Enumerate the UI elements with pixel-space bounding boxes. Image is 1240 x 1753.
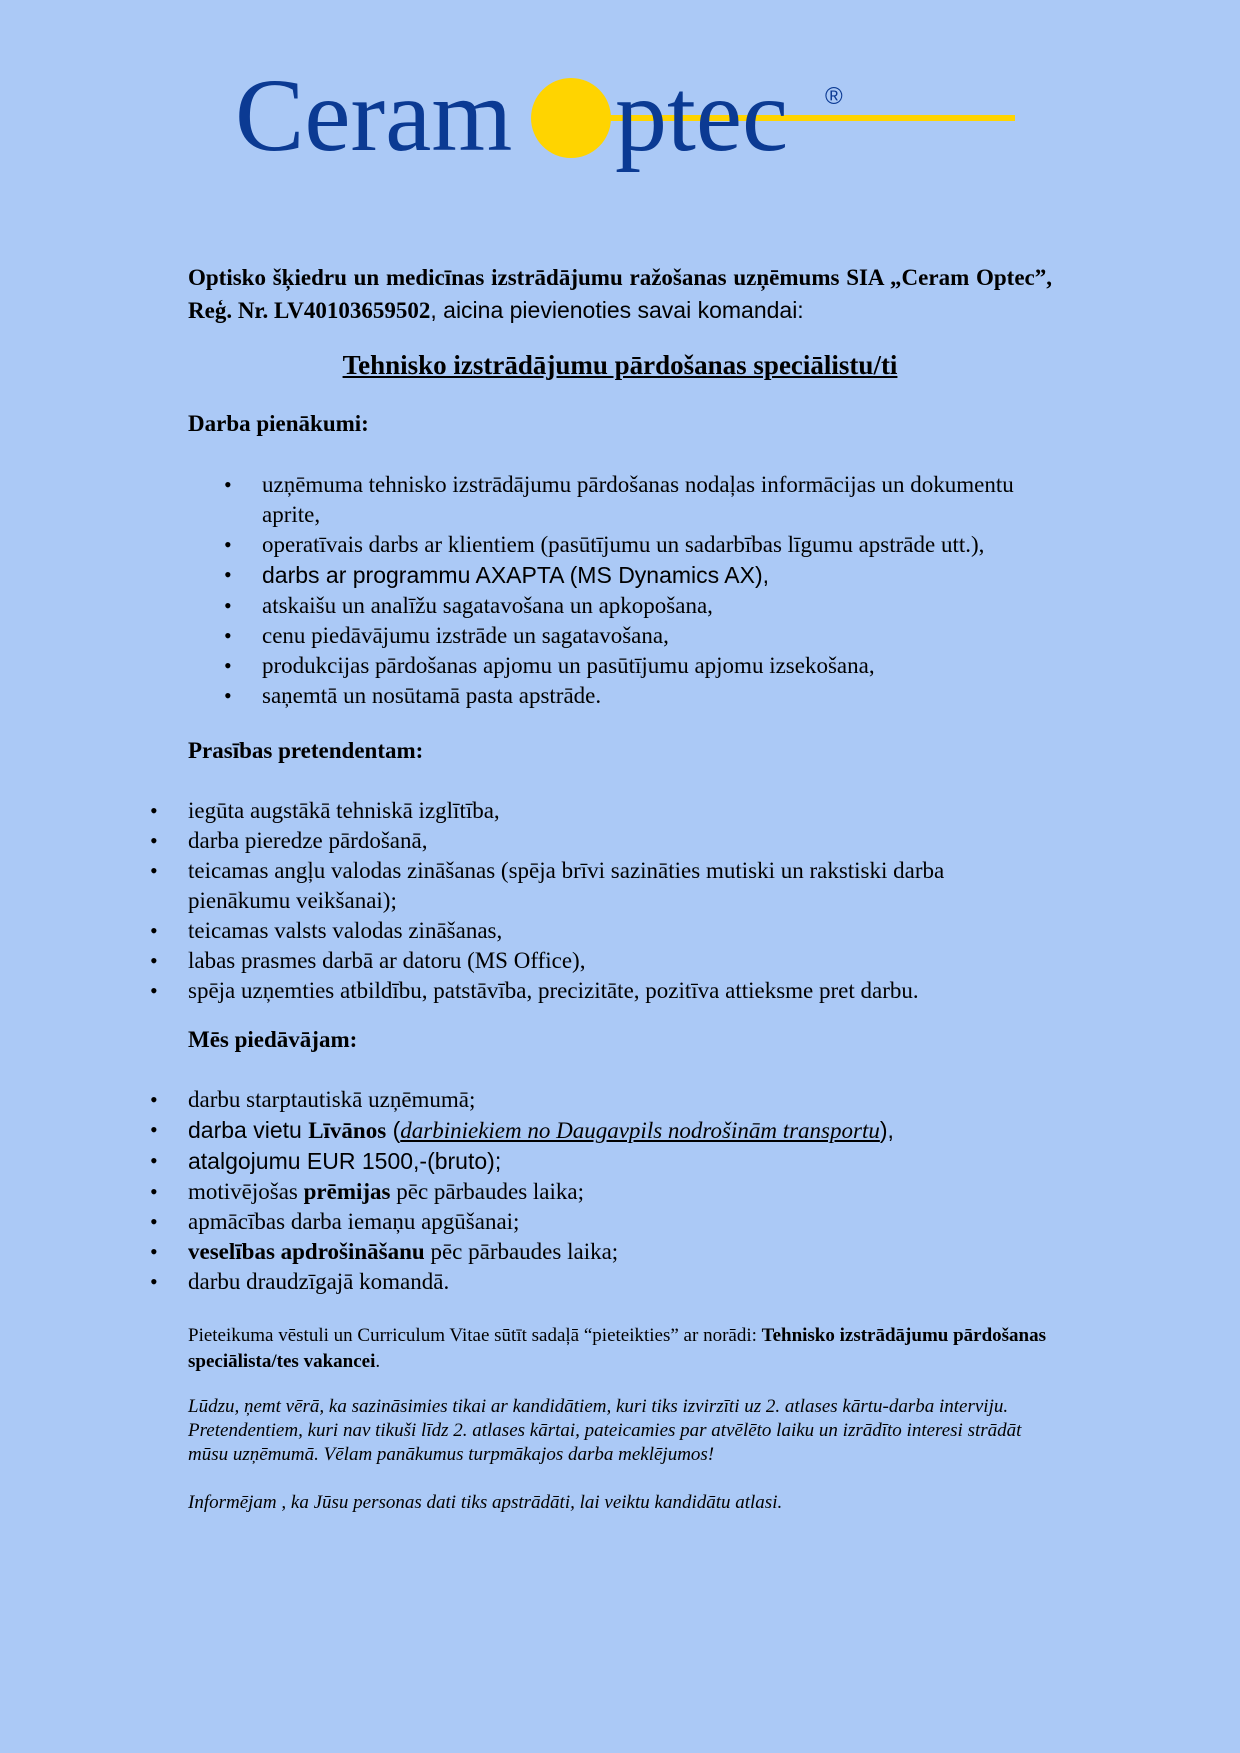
bullet-icon: • — [224, 683, 232, 708]
intro-invitation: , aicina pievienoties savai komandai: — [430, 297, 804, 323]
list-item: • labas prasmes darbā ar datoru (MS Office), — [188, 946, 1028, 976]
requirements-list — [150, 796, 1028, 1006]
list-item — [150, 1146, 1028, 1177]
bullet-icon: • — [224, 593, 232, 618]
list-item: • darbu draudzīgajā komandā. — [188, 1267, 1028, 1297]
requirements-heading: Prasības pretendentam: — [188, 738, 424, 763]
application-instructions: Pieteikuma vēstuli un Curriculum Vitae sūtīt sadaļā “pieteikties” ar norādi: Tehnisko izstrādājumu pārdošanas speciālista/tes vakancei. — [188, 1325, 1047, 1372]
list-item: • iegūta augstākā tehniskā izglītība, — [188, 796, 1028, 826]
list-item: • darba pieredze pārdošanā, — [188, 826, 1028, 856]
list-item: • motivējošas prēmijas pēc pārbaudes laika; — [188, 1177, 1028, 1207]
note-contact: Lūdzu, ņemt vērā, ka sazināsimies tikai ar kandidātiem, kuri tiks izvirzīti uz 2. atlases kārtu-darba interviju. — [188, 1396, 1009, 1417]
bullet-icon: • — [150, 1209, 158, 1234]
vacancy-reference: Tehnisko izstrādājumu pārdošanas speciālista/tes vakancei — [188, 1325, 1047, 1372]
job-title: Tehnisko izstrādājumu pārdošanas speciālistu/ti — [342, 350, 898, 380]
bullet-icon: • — [224, 653, 232, 678]
list-item: • apmācības darba iemaņu apgūšanai; — [188, 1207, 1028, 1237]
bullet-icon: • — [150, 1269, 158, 1294]
company-name: Optisko šķiedru un medicīnas izstrādājumu ražošanas uzņēmums SIA „Ceram Optec”, Reģ. Nr. LV40103659502 — [188, 265, 1052, 323]
logo-left-text: Ceram — [235, 68, 513, 173]
list-item: • darbs ar programmu AXAPTA (MS Dynamics AX), — [224, 562, 770, 588]
offer-list — [150, 1085, 1028, 1297]
logo-graphic — [235, 68, 1015, 178]
list-item: • produkcijas pārdošanas apjomu un pasūtījumu apjomu izsekošana, — [262, 651, 1062, 681]
salary: atalgojumu EUR 1500,-(bruto); — [188, 1148, 502, 1174]
bullet-icon: • — [224, 532, 232, 557]
notes — [188, 1395, 1048, 1515]
list-item: • saņemtā un nosūtamā pasta apstrāde. — [262, 681, 1062, 711]
list-item: • darba vietu Līvānos (darbiniekiem no Daugavpils nodrošinām transportu), — [150, 1117, 894, 1143]
list-item: • darbu starptautiskā uzņēmumā; — [188, 1085, 1028, 1115]
ceramoptec-logo — [235, 68, 1015, 178]
duties-heading: Darba pienākumi: — [188, 411, 369, 436]
bullet-icon: • — [150, 798, 158, 823]
bullet-icon: • — [150, 918, 158, 943]
list-item: • uzņēmuma tehnisko izstrādājumu pārdošanas nodaļas informācijas un dokumentu aprite, — [224, 472, 1014, 527]
list-item: • spēja uzņemties atbildību, patstāvība, precizitāte, pozitīva attieksme pret darbu. — [188, 976, 1028, 1006]
list-item: • cenu piedāvājumu izstrāde un sagatavošana, — [262, 621, 1062, 651]
duties-list — [224, 470, 1062, 711]
intro-paragraph — [188, 262, 1052, 327]
transport-note: darbiniekiem no Daugavpils nodrošinām transportu — [400, 1118, 880, 1143]
bullet-icon: • — [150, 948, 158, 973]
note-data-processing: Informējam , ka Jūsu personas dati tiks apstrādāti, lai veiktu kandidātu atlasi. — [188, 1492, 783, 1513]
bullet-icon: • — [150, 1117, 158, 1142]
bullet-icon: • — [150, 1239, 158, 1264]
bullet-icon: • — [224, 472, 232, 497]
bullet-icon: • — [224, 623, 232, 648]
bullet-icon: • — [150, 1148, 158, 1173]
note-thanks: Pretendentiem, kuri nav tikuši līdz 2. atlases kārtai, pateicamies par atvēlēto laiku un izrādīto interesi strādāt mūsu uzņēmumā. Vēlam panākumus turpmākajos darba meklējumos! — [188, 1420, 1022, 1465]
list-item: • teicamas angļu valodas zināšanas (spēja brīvi sazināties mutiski un rakstiski darba pienākumu veikšanai); — [150, 858, 945, 913]
list-item: • operatīvais darbs ar klientiem (pasūtījumu un sadarbības līgumu apstrāde utt.), — [262, 530, 1062, 560]
list-item: • atskaišu un analīžu sagatavošana un apkopošana, — [262, 591, 1062, 621]
list-item: • veselības apdrošināšanu pēc pārbaudes laika; — [188, 1237, 1028, 1267]
bullet-icon: • — [150, 1087, 158, 1112]
list-item: • teicamas valsts valodas zināšanas, — [188, 916, 1028, 946]
bullet-icon: • — [224, 562, 232, 587]
bullet-icon: • — [150, 858, 158, 883]
registered-mark: ® — [825, 83, 843, 110]
bullet-icon: • — [150, 828, 158, 853]
logo-right-text: ptec — [615, 68, 789, 173]
bullet-icon: • — [150, 978, 158, 1003]
bullet-icon: • — [150, 1179, 158, 1204]
offer-heading: Mēs piedāvājam: — [188, 1027, 358, 1052]
